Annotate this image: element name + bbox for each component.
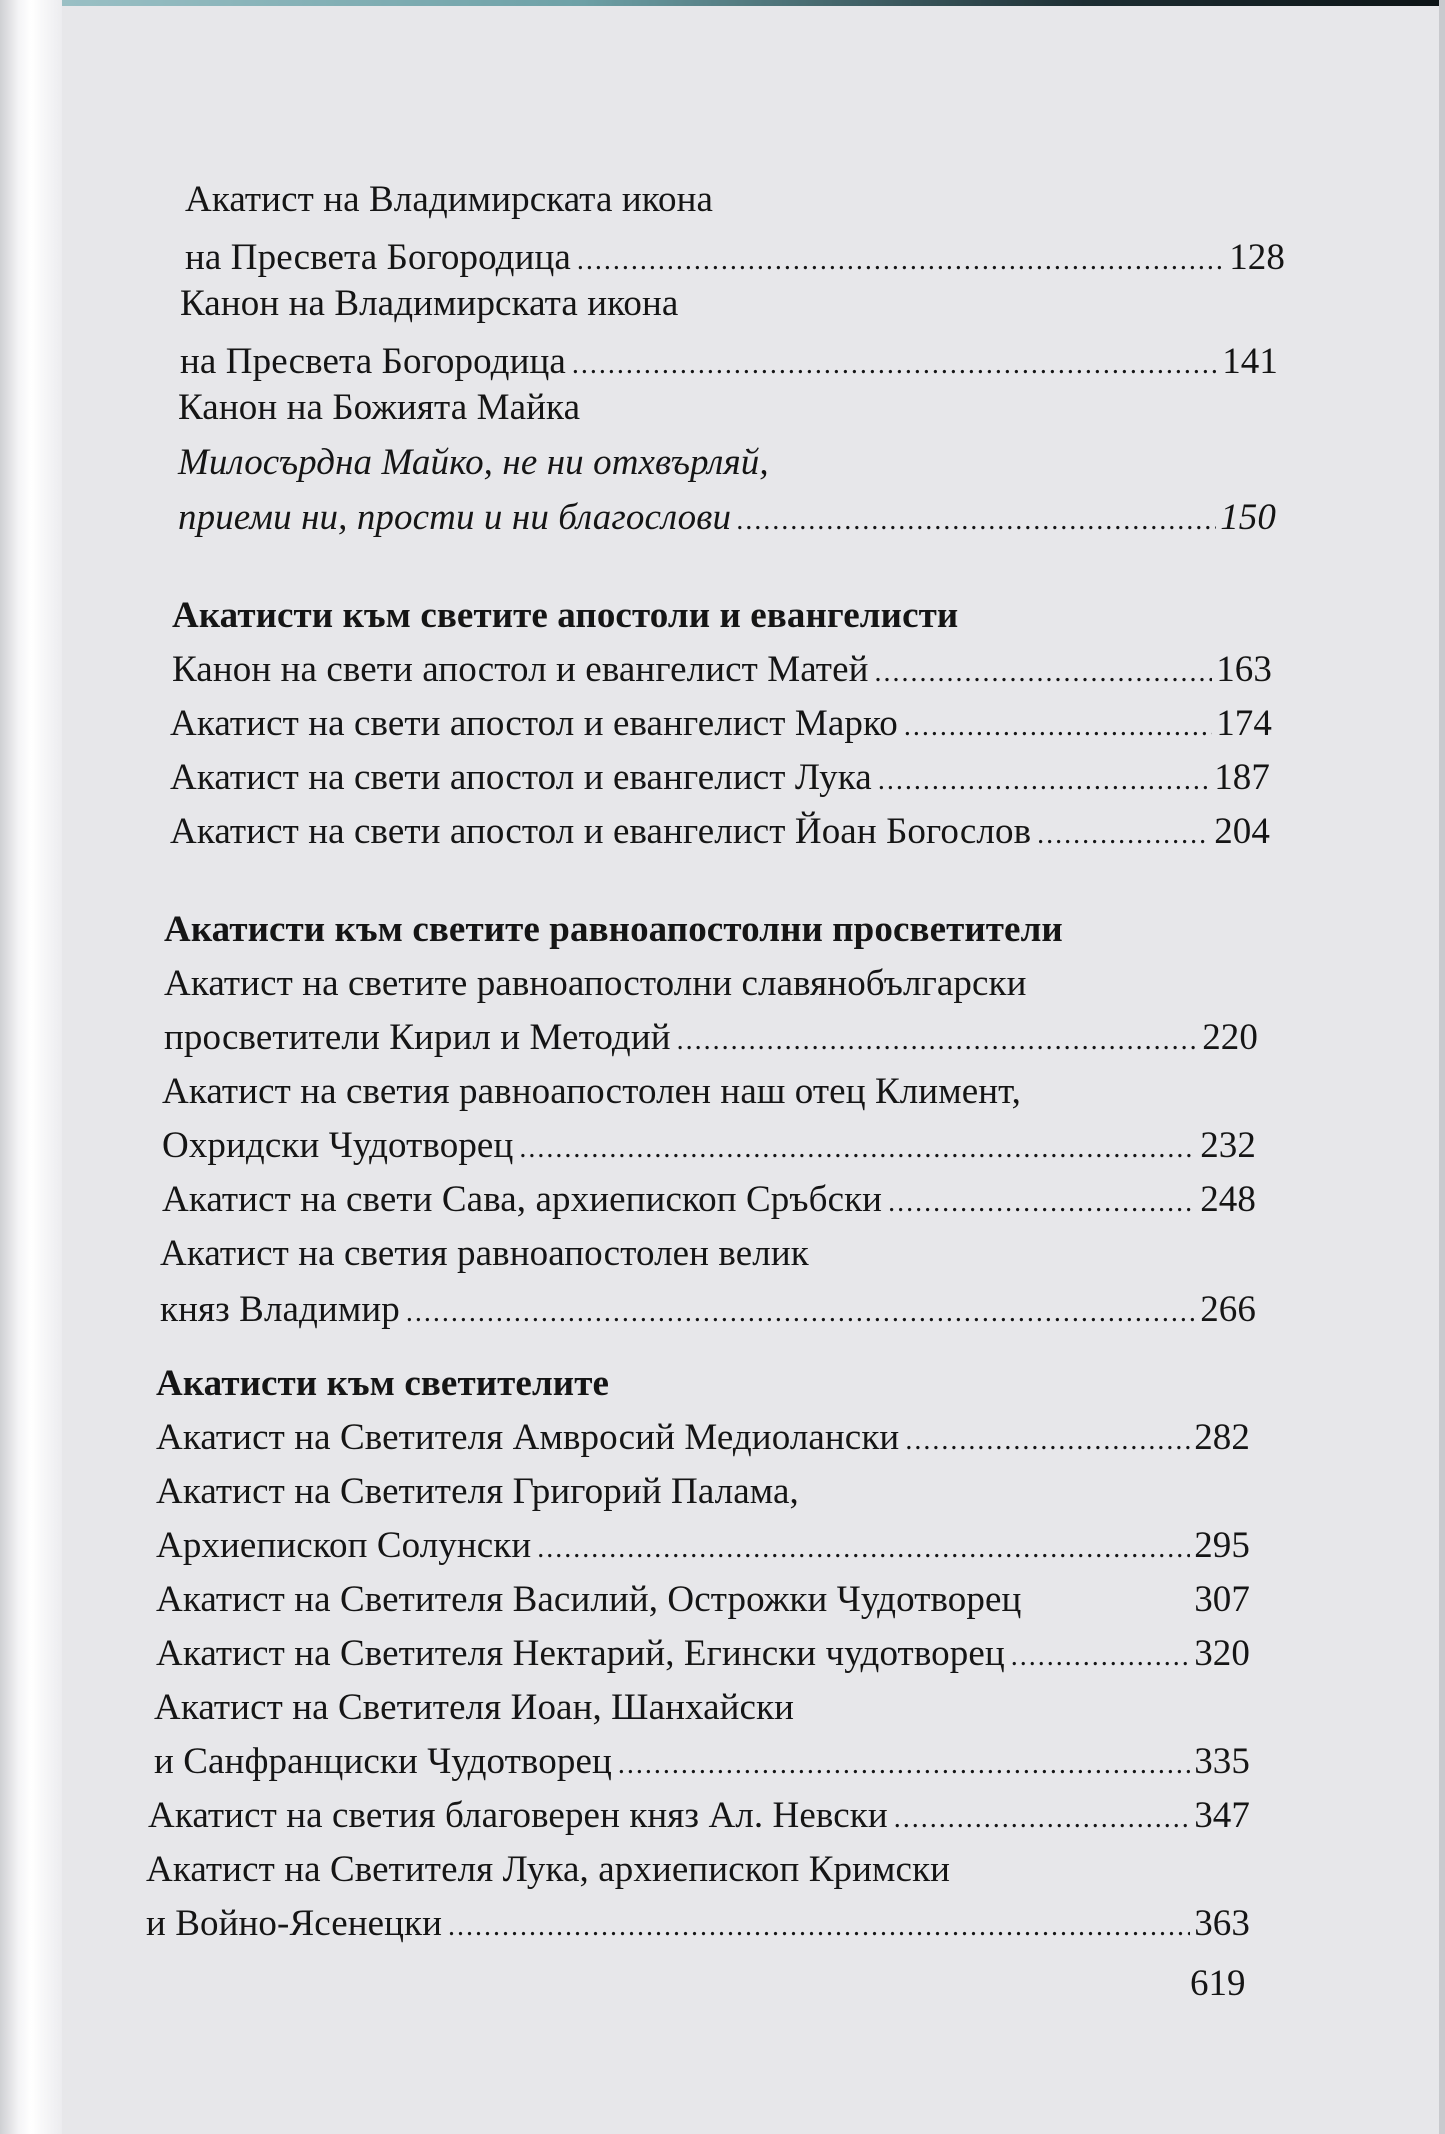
toc-entry [160,1288,1256,1335]
toc-entry-title: на Пресвета Богородица [180,341,566,382]
toc-section-heading [156,1362,609,1406]
toc-entry-title: Акатист на свети апостол и евангелист Йоан Богослов [170,811,1032,852]
toc-entry [170,810,1270,857]
toc-page-number: 187 [1214,757,1270,798]
toc-entry [170,756,1270,803]
toc-entry [185,236,1285,283]
toc-page-number: 174 [1216,703,1272,744]
toc-entry-title: и Санфранциски Чудотворец [154,1741,612,1782]
dot-leader [519,1127,1196,1171]
toc-page-number: 335 [1194,1741,1250,1782]
toc-entry-title: и Войно-Ясенецки [146,1903,443,1944]
toc-page-number: 204 [1214,811,1270,852]
toc-entry [146,1848,950,1892]
dot-leader [894,1797,1190,1841]
toc-entry-title: Акатист на Светителя Амвросий Медиолански [156,1417,900,1458]
dot-leader [677,1019,1199,1063]
toc-entry [156,1524,1250,1571]
toc-entry [162,1124,1256,1171]
dot-leader [577,239,1225,283]
toc-entry-title: Акатист на Светителя Григорий Палама, [156,1471,799,1512]
toc-entry-title: на Пресвета Богородица [185,237,571,278]
toc-entry-title: Акатист на свети апостол и евангелист Марко [170,703,898,744]
toc-page-number: 307 [1194,1579,1250,1620]
toc-entry [180,340,1278,387]
toc-page-number: 163 [1216,649,1272,690]
toc-page-number: 295 [1194,1525,1250,1566]
toc-entry-title: Акатист на Светителя Иоан, Шанхайски [154,1687,795,1728]
dot-leader [888,1181,1196,1225]
toc-entry-title: приеми ни, прости и ни благослови [178,497,732,538]
toc-entry-title: Акатисти към светите апостоли и евангелисти [172,595,959,636]
toc-entry-title: Канон на Владимирската икона [180,283,679,324]
toc-entry-title: просветители Кирил и Методий [164,1017,671,1058]
toc-entry [154,1686,794,1730]
dot-leader [875,651,1213,695]
toc-entry-title: Акатист на Владимирската икона [185,179,714,220]
toc-entry [180,282,678,326]
dot-leader [406,1291,1196,1335]
toc-entry [146,1902,1250,1949]
toc-page-number: 320 [1194,1633,1250,1674]
toc-entry-title: Акатист на Светителя Нектарий, Егински чудотворец [156,1633,1005,1674]
dot-leader [905,1419,1190,1463]
toc-page-number: 347 [1194,1795,1250,1836]
toc-entry [178,386,580,430]
toc-entry [156,1470,799,1514]
page-number: 619 [1190,1963,1246,2004]
toc-entry-title: Акатист на светите равноапостолни славянобългарски [164,963,1027,1004]
toc-entry-title: Охридски Чудотворец [162,1125,514,1166]
toc-entry [162,1070,1021,1114]
dot-leader [618,1743,1190,1787]
toc-entry [148,1794,1250,1841]
toc-page-number: 141 [1222,341,1278,382]
dot-leader [737,499,1216,543]
toc-section-heading [164,908,1063,952]
toc-entry-title: Акатист на светия благоверен княз Ал. Невски [148,1795,888,1836]
toc-entry [156,1632,1250,1679]
toc-entry [156,1578,1250,1622]
toc-entry [156,1416,1250,1463]
toc-entry [178,496,1276,543]
toc-entry [178,441,769,485]
toc-page-number: 220 [1202,1017,1258,1058]
dot-leader [1011,1635,1190,1679]
toc-entry [172,648,1272,695]
toc-page-number: 128 [1229,237,1285,278]
toc-entry-title: княз Владимир [160,1289,400,1330]
dot-leader [878,759,1210,803]
toc-entry-title: Канон на свети апостол и евангелист Матей [172,649,869,690]
toc-section-heading [172,594,958,638]
dot-leader [572,343,1218,387]
toc-page-number: 248 [1200,1179,1256,1220]
toc-entry-title: Акатист на светия равноапостолен наш отец Климент, [162,1071,1021,1112]
toc-page-number: 232 [1200,1125,1256,1166]
toc-entry [162,1178,1256,1225]
toc-entry-title: Милосърдна Майко, не ни отхвърляй, [178,442,769,483]
dot-leader [448,1905,1190,1949]
toc-entry-title: Акатисти към светителите [156,1363,610,1404]
toc-entry-title: Канон на Божията Майка [178,387,581,428]
toc-page-number: 363 [1194,1903,1250,1944]
toc-entry [170,702,1272,749]
dot-leader [1037,813,1210,857]
toc-entry [154,1740,1250,1787]
toc-entry [160,1232,809,1276]
toc-entry-title: Акатист на свети Сава, архиепископ Сръбски [162,1179,883,1220]
toc-entry [185,178,713,222]
toc-entry-title: Акатист на светия равноапостолен велик [160,1233,809,1274]
toc-entry-title: Акатисти към светите равноапостолни просветители [164,909,1063,950]
toc-page-number: 150 [1220,497,1276,538]
toc-entry-title: Акатист на свети апостол и евангелист Лука [170,757,872,798]
toc-page-number: 266 [1200,1289,1256,1330]
dot-leader [904,705,1212,749]
toc-entry [164,1016,1258,1063]
toc-entry-title: Акатист на Светителя Василий, Острожки Чудотворец [156,1579,1022,1620]
toc-entry-title: Акатист на Светителя Лука, архиепископ Кримски [146,1849,951,1890]
toc-entry-title: Архиепископ Солунски [156,1525,532,1566]
dot-leader [537,1527,1190,1571]
toc-entry [164,962,1027,1006]
toc-page-number: 282 [1194,1417,1250,1458]
